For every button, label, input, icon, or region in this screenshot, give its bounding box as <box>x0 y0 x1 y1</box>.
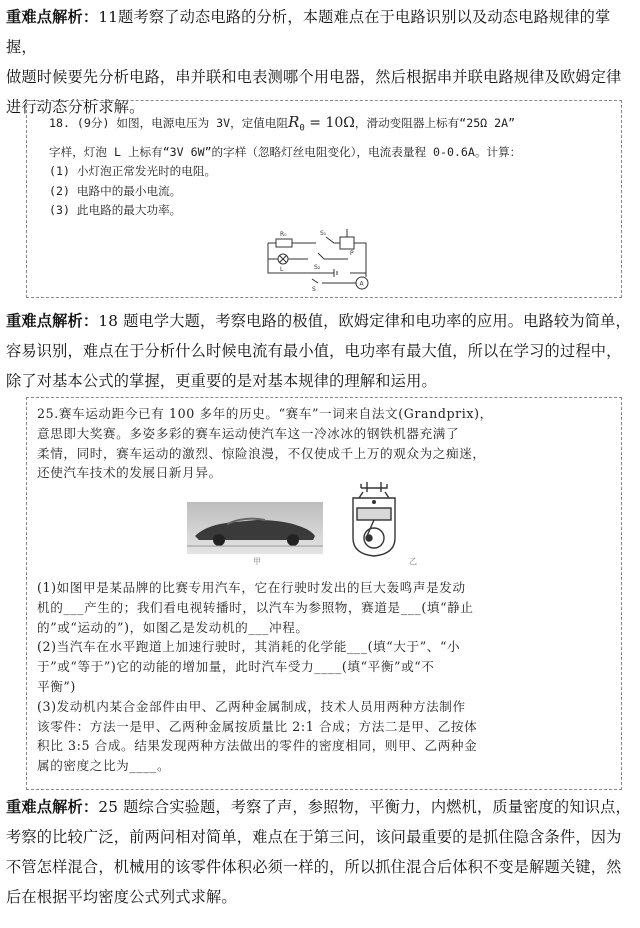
analysis-line: 容易识别，难点在于分析什么时候电流有最小值，电功率有最大值，所以在学习的过程中， <box>6 342 622 360</box>
r0-symbol: R <box>288 113 300 131</box>
question-line: 意思即大奖赛。多姿多彩的赛车运动使汽车这一冷冰冰的钢铁机器充满了 <box>37 425 460 441</box>
analysis-line: 重难点解析：25 题综合实验题，考察了声，参照物，平衡力，内燃机，质量密度的知识点， <box>6 798 631 816</box>
circuit-diagram <box>262 225 392 295</box>
question-line: (3)发动机内某合金部件由甲、乙两种金属制成，技术人员用两种方法制作 <box>37 698 466 714</box>
caption-jia: 甲 <box>253 557 261 566</box>
analysis-paragraph-3 <box>6 792 634 912</box>
analysis-line: 重难点解析：18 题电学大题，考察电路的极值，欧姆定律和电功率的应用。电路较为简单， <box>6 312 631 330</box>
label-s2: S₂ <box>314 264 321 271</box>
question-line: 积比 3:5 合成。结果发现两种方法做出的零件的密度相同，则甲、乙两种金 <box>37 738 478 754</box>
analysis-line: 除了对基本公式的掌握，更重要的是对基本规律的理解和运用。 <box>6 372 437 390</box>
label-s: S <box>312 286 316 293</box>
question-line: 平衡”) <box>37 678 76 694</box>
label-r0: R₀ <box>280 231 287 238</box>
analysis-line: 考察的比较广泛，前两问相对简单，难点在于第三问，该问最重要的是抓住隐含条件，因为 <box>6 828 622 846</box>
question-line: (3) 此电路的最大功率。 <box>49 203 182 218</box>
question-line: 于”或“等于”)它的动能的增加量，此时汽车受力____(填“平衡”或“不 <box>37 659 435 675</box>
label-a: A <box>359 280 364 288</box>
question-line: (2)当汽车在水平跑道上加速行驶时，其消耗的化学能___(填“大于”、“小 <box>37 639 461 655</box>
analysis-paragraph-2 <box>6 306 634 396</box>
race-car-photo <box>187 502 323 554</box>
analysis-label: 重难点解析： <box>6 798 99 816</box>
question-25-box <box>26 397 622 790</box>
resistor-r0 <box>276 239 292 247</box>
question-18-box <box>26 100 622 298</box>
label-p: P <box>350 250 354 257</box>
analysis-label: 重难点解析： <box>6 312 99 330</box>
analysis-line: 后在根据平均密度公式列式求解。 <box>6 888 237 906</box>
analysis-label: 重难点解析： <box>6 8 99 26</box>
analysis-line: 不管怎样混合，机械用的该零件体积必须一样的，所以抓住混合后体积不变是解题关键，然 <box>6 858 622 876</box>
question-line: 还使汽车技术的发展日新月异。 <box>37 465 222 481</box>
analysis-line: 进行动态分析求解。 <box>6 98 145 116</box>
question-18-text <box>49 113 619 221</box>
question-line: 属的密度之比为____。 <box>37 758 171 774</box>
question-line: (2) 电路中的最小电流。 <box>49 183 182 198</box>
rheostat <box>340 237 354 249</box>
label-l: L <box>280 266 284 273</box>
question-line: 机的___产生的；我们看电视转播时，以汽车为参照物，赛道是___(填“静止 <box>37 599 474 615</box>
question-line: 的”或“运动的”)，如图乙是发动机的___冲程。 <box>37 619 309 635</box>
question-line: 柔情，同时，赛车运动的激烈、惊险浪漫，不仅使成千上万的观众为之痴迷， <box>37 445 486 461</box>
caption-yi: 乙 <box>409 557 417 566</box>
question-25-intro <box>37 404 617 483</box>
label-s1: S₁ <box>320 230 327 237</box>
question-line: (1) 小灯泡正常发光时的电阻。 <box>49 164 217 179</box>
question-line: (1)如图甲是某品牌的比赛专用汽车，它在行驶时发出的巨大轰鸣声是发动 <box>37 580 466 595</box>
question-line: 该零件：方法一是甲、乙两种金属按质量比 2:1 合成；方法二是甲、乙按体 <box>37 718 478 734</box>
question-line: 字样，灯泡 L 上标有“3V 6W”的字样（忽略灯丝电阻变化），电流表量程 0-0.6A。计算： <box>49 144 522 159</box>
question-line: 18. (9分) 如图，电源电压为 3V，定值电阻$R_0 = 10\Omega$，滑动变阻器上标有“25Ω 2A” <box>49 113 516 134</box>
analysis-line: 做题时候要先分析电路，串并联和电表测哪个用电器，然后根据串并联电路规律及欧姆定律 <box>6 68 622 86</box>
question-line: 25.赛车运动距今已有 100 多年的历史。“赛车”一词来自法文(Grandprix)， <box>37 406 493 421</box>
question-25-subquestions <box>37 578 617 776</box>
engine-diagram <box>339 478 409 562</box>
analysis-line: 重难点解析：11题考察了动态电路的分析，本题难点在于电路识别以及动态电路规律的掌握， <box>6 8 611 56</box>
